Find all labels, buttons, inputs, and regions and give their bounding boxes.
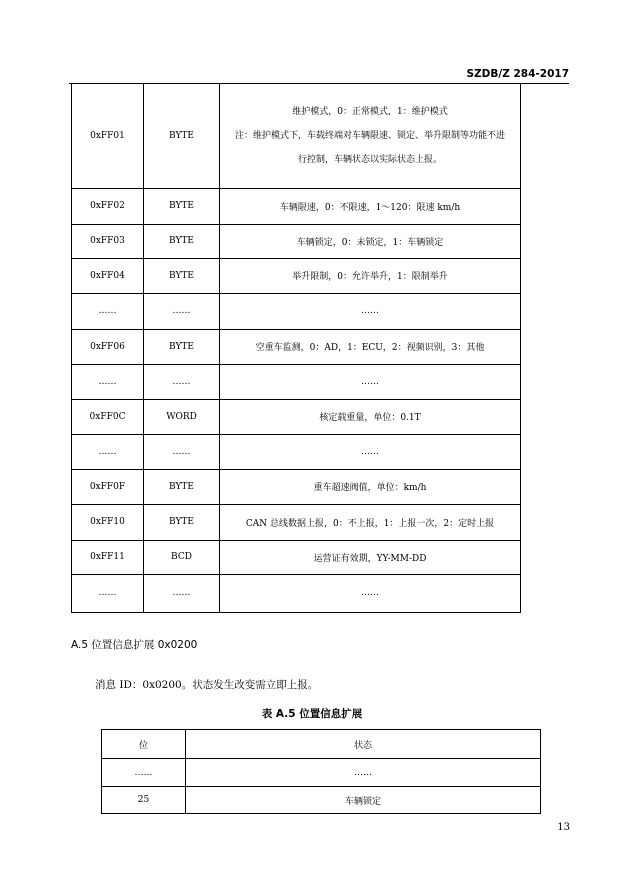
field-id-cell: 0xFF11	[72, 540, 144, 574]
header-cell-state: 状态	[186, 730, 541, 759]
field-description-cell	[220, 258, 521, 293]
field-description-cell	[220, 434, 521, 469]
field-id-cell: ……	[72, 434, 144, 469]
field-type-cell: BCD	[144, 540, 220, 574]
description-line: ……	[361, 446, 379, 457]
field-type-cell: ……	[144, 574, 220, 612]
field-type-cell: WORD	[144, 399, 220, 434]
table-row	[72, 364, 521, 399]
description-line: 车辆限速，0：不限速，1～120：限速 km/h	[279, 202, 461, 213]
field-type-cell: ……	[144, 434, 220, 469]
field-id-cell: 0xFF03	[72, 224, 144, 258]
table-row	[72, 434, 521, 469]
description-line: 车辆锁定，0：未锁定，1：车辆锁定	[296, 237, 444, 248]
state-cell: ……	[186, 759, 541, 787]
table-row	[72, 329, 521, 364]
field-type-cell: BYTE	[144, 224, 220, 258]
description-line: ……	[361, 306, 379, 316]
field-description-cell	[220, 293, 521, 329]
field-id-cell: ……	[72, 293, 144, 329]
field-description-cell	[220, 224, 521, 258]
page-number: 13	[557, 822, 570, 833]
bit-cell: 25	[102, 787, 186, 814]
field-description-cell	[220, 540, 521, 574]
table-row	[72, 293, 521, 329]
field-type-cell: ……	[144, 293, 220, 329]
table-row	[102, 759, 541, 787]
field-type-cell: BYTE	[144, 504, 220, 540]
description-line: 行控制，车辆状态以实际状态上报。	[297, 154, 442, 165]
table-header-row	[102, 730, 541, 759]
description-line: 空重车监测，0：AD，1：ECU，2：视频识别，3：其他	[255, 343, 485, 353]
description-line: ……	[361, 376, 379, 387]
field-id-cell: 0xFF06	[72, 329, 144, 364]
table-row	[72, 84, 521, 188]
field-id-cell: 0xFF10	[72, 504, 144, 540]
section-title: A.5 位置信息扩展 0x0200	[71, 639, 198, 651]
description-line: 维护模式，0：正常模式，1：维护模式	[292, 106, 448, 117]
table-row	[72, 469, 521, 504]
field-description-cell	[220, 329, 521, 364]
header-cell-bit: 位	[102, 730, 186, 759]
extension-table	[71, 84, 521, 613]
field-id-cell: 0xFF0C	[72, 399, 144, 434]
table-row	[72, 224, 521, 258]
description-line: CAN 总线数据上报，0：不上报，1：上报一次，2：定时上报	[245, 518, 495, 529]
field-description-cell	[220, 399, 521, 434]
field-description-cell	[220, 84, 521, 188]
bit-cell: ……	[102, 759, 186, 787]
field-description-cell	[220, 504, 521, 540]
position-extension-table	[101, 729, 541, 814]
table-row	[72, 258, 521, 293]
table-row	[72, 188, 521, 224]
table-row	[72, 399, 521, 434]
field-type-cell: BYTE	[144, 258, 220, 293]
table-row	[72, 504, 521, 540]
description-line: 重车超速阀值，单位：km/h	[313, 483, 427, 493]
description-line: 核定载重量，单位：0.1T	[319, 413, 421, 423]
table-caption: 表 A.5 位置信息扩展	[261, 708, 363, 720]
field-type-cell: BYTE	[144, 84, 220, 188]
field-id-cell: ……	[72, 574, 144, 612]
field-type-cell: BYTE	[144, 329, 220, 364]
table-row	[102, 787, 541, 814]
field-description-cell	[220, 469, 521, 504]
message-id-paragraph: 消息 ID：0x0200。状态发生改变需立即上报。	[95, 679, 319, 691]
field-description-cell	[220, 574, 521, 612]
description-line: 注：维护模式下，车载终端对车辆限速、锁定、举升限制等功能不进	[234, 130, 505, 141]
field-id-cell: 0xFF0F	[72, 469, 144, 504]
field-id-cell: 0xFF02	[72, 188, 144, 224]
field-id-cell: 0xFF01	[72, 84, 144, 188]
state-cell: 车辆锁定	[186, 787, 541, 814]
description-line: ……	[361, 588, 379, 598]
field-description-cell	[220, 364, 521, 399]
field-description-cell	[220, 188, 521, 224]
description-line: 举升限制，0：允许举升，1：限制举升	[292, 272, 448, 282]
description-line: 运营证有效期，YY-MM-DD	[313, 553, 427, 564]
field-type-cell: ……	[144, 364, 220, 399]
field-id-cell: 0xFF04	[72, 258, 144, 293]
field-id-cell: ……	[72, 364, 144, 399]
field-type-cell: BYTE	[144, 188, 220, 224]
field-type-cell: BYTE	[144, 469, 220, 504]
table-row	[72, 540, 521, 574]
document-code: SZDB/Z 284-2017	[466, 68, 569, 80]
table-row	[72, 574, 521, 612]
